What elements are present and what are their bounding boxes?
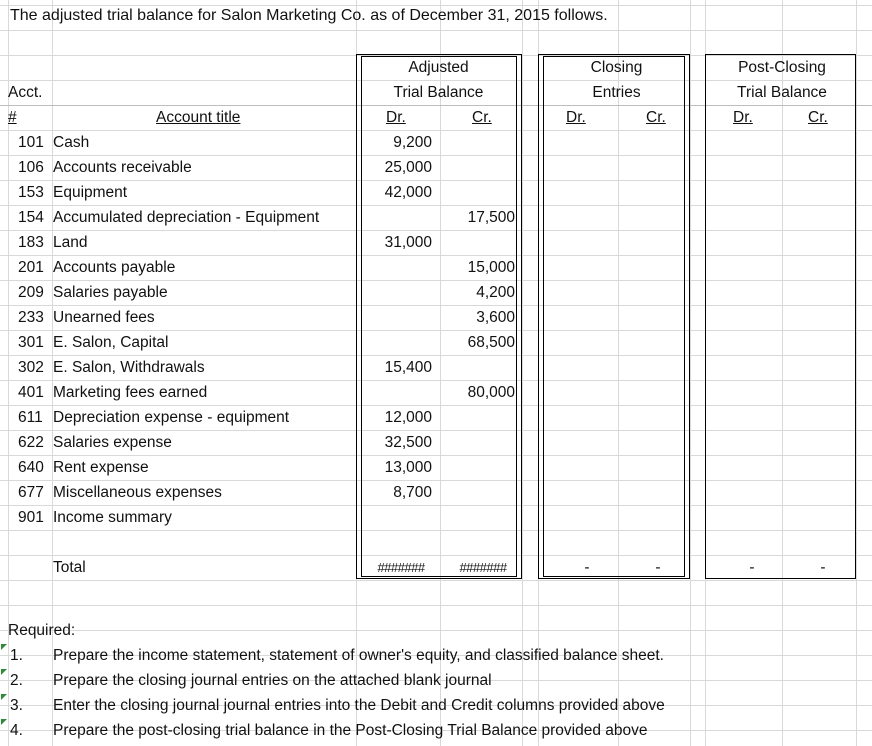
adjusted-dr-total[interactable]: ####### (377, 560, 425, 575)
error-indicator-icon (1, 694, 7, 700)
header-closing-line2[interactable]: Entries (592, 84, 641, 101)
account-number[interactable]: 401 (18, 384, 44, 401)
adjusted-dr-value[interactable]: 25,000 (384, 159, 432, 176)
adjusted-cr-value[interactable] (440, 455, 515, 480)
header-closing-dr[interactable]: Dr. (566, 109, 586, 126)
adjusted-dr-value[interactable]: 32,500 (384, 434, 432, 451)
required-item-number[interactable]: 1. (10, 647, 23, 664)
header-post-dr[interactable]: Dr. (733, 109, 753, 126)
account-title[interactable]: E. Salon, Capital (53, 334, 169, 351)
account-number[interactable]: 301 (18, 334, 44, 351)
closing-dr-total[interactable]: - (584, 559, 590, 576)
account-number[interactable]: 183 (18, 234, 44, 251)
header-adjusted-line2[interactable]: Trial Balance (393, 84, 484, 101)
adjusted-dr-value[interactable] (356, 280, 432, 305)
account-number[interactable]: 209 (18, 284, 44, 301)
account-number[interactable]: 302 (18, 359, 44, 376)
adjusted-dr-value[interactable] (356, 330, 432, 355)
header-closing-line1[interactable]: Closing (590, 59, 643, 76)
header-adjusted-cr[interactable]: Cr. (472, 109, 492, 126)
required-item-number[interactable]: 2. (10, 672, 23, 689)
account-title[interactable]: Rent expense (53, 459, 149, 476)
adjusted-cr-value[interactable] (440, 230, 515, 255)
adjusted-cr-value[interactable] (440, 505, 515, 530)
error-indicator-icon (1, 719, 7, 725)
adjusted-cr-value[interactable] (440, 130, 515, 155)
required-item-number[interactable]: 4. (10, 722, 23, 739)
account-title[interactable]: Accounts payable (53, 259, 176, 276)
header-post-closing-line1[interactable]: Post-Closing (738, 59, 826, 76)
account-number[interactable]: 154 (18, 209, 44, 226)
adjusted-cr-value[interactable]: 3,600 (476, 309, 515, 326)
account-title[interactable]: Depreciation expense - equipment (53, 409, 290, 426)
adjusted-cr-total[interactable]: ####### (459, 560, 507, 575)
error-indicator-icon (1, 669, 7, 675)
adjusted-cr-value[interactable] (440, 480, 515, 505)
header-acct-number[interactable]: # (8, 109, 17, 126)
closing-entries-outer-box (538, 54, 690, 579)
header-post-closing-line2[interactable]: Trial Balance (737, 84, 827, 101)
adjusted-dr-value[interactable]: 13,000 (384, 459, 432, 476)
account-title[interactable]: Income summary (53, 509, 172, 526)
adjusted-cr-value[interactable]: 15,000 (467, 259, 515, 276)
required-item-text[interactable]: Prepare the post-closing trial balance in the Post-Closing Trial Balance provided above (53, 722, 648, 739)
account-title[interactable]: Land (53, 234, 88, 251)
account-title[interactable]: Accounts receivable (53, 159, 192, 176)
account-number[interactable]: 622 (18, 434, 44, 451)
header-acct[interactable]: Acct. (8, 84, 43, 101)
adjusted-dr-value[interactable]: 8,700 (393, 484, 432, 501)
account-number[interactable]: 677 (18, 484, 44, 501)
header-closing-cr[interactable]: Cr. (646, 109, 666, 126)
adjusted-cr-value[interactable] (440, 355, 515, 380)
account-title[interactable]: Unearned fees (53, 309, 155, 326)
error-indicator-icon (1, 644, 7, 650)
account-number[interactable]: 101 (18, 134, 44, 151)
account-title[interactable]: Salaries expense (53, 434, 172, 451)
adjusted-dr-value[interactable] (356, 205, 432, 230)
account-number[interactable]: 201 (18, 259, 44, 276)
adjusted-dr-value[interactable]: 31,000 (384, 234, 432, 251)
account-number[interactable]: 611 (18, 409, 43, 426)
required-item-text[interactable]: Enter the closing journal journal entries into the Debit and Credit columns provided above (53, 697, 665, 714)
header-post-cr[interactable]: Cr. (808, 109, 828, 126)
adjusted-cr-value[interactable] (440, 405, 515, 430)
adjusted-dr-value[interactable] (356, 305, 432, 330)
adjusted-cr-value[interactable] (440, 430, 515, 455)
adjusted-dr-value[interactable] (356, 505, 432, 530)
account-number[interactable]: 233 (18, 309, 44, 326)
account-number[interactable]: 901 (18, 509, 44, 526)
adjusted-cr-value[interactable]: 4,200 (476, 284, 515, 301)
post-closing-trial-balance-box (705, 54, 856, 579)
total-label[interactable]: Total (53, 559, 86, 576)
required-item-text[interactable]: Prepare the income statement, statement of owner's equity, and classified balance sheet. (53, 647, 664, 664)
adjusted-dr-value[interactable]: 12,000 (384, 409, 432, 426)
sheet-title[interactable]: The adjusted trial balance for Salon Marketing Co. as of December 31, 2015 follows. (10, 7, 608, 24)
account-title[interactable]: Accumulated depreciation - Equipment (53, 209, 320, 226)
adjusted-dr-value[interactable]: 9,200 (393, 134, 432, 151)
account-title[interactable]: Cash (53, 134, 90, 151)
adjusted-dr-value[interactable]: 42,000 (384, 184, 432, 201)
required-item-number[interactable]: 3. (10, 697, 23, 714)
header-adjusted-dr[interactable]: Dr. (386, 109, 406, 126)
adjusted-cr-value[interactable] (440, 180, 515, 205)
account-number[interactable]: 153 (18, 184, 44, 201)
post-cr-total[interactable]: - (820, 559, 826, 576)
adjusted-cr-value[interactable] (440, 155, 515, 180)
required-heading[interactable]: Required: (8, 622, 76, 639)
account-number[interactable]: 106 (18, 159, 44, 176)
header-adjusted-line1[interactable]: Adjusted (408, 59, 469, 76)
account-title[interactable]: Marketing fees earned (53, 384, 208, 401)
header-account-title[interactable]: Account title (156, 109, 241, 126)
adjusted-dr-value[interactable] (356, 380, 432, 405)
required-item-text[interactable]: Prepare the closing journal entries on the attached blank journal (53, 672, 492, 689)
account-number[interactable]: 640 (18, 459, 44, 476)
adjusted-cr-value[interactable]: 68,500 (467, 334, 515, 351)
closing-entries-inner-box (543, 56, 685, 577)
adjusted-dr-value[interactable]: 15,400 (384, 359, 432, 376)
adjusted-cr-value[interactable]: 80,000 (467, 384, 515, 401)
adjusted-dr-value[interactable] (356, 255, 432, 280)
closing-cr-total[interactable]: - (655, 559, 661, 576)
post-dr-total[interactable]: - (749, 559, 755, 576)
adjusted-cr-value[interactable]: 17,500 (467, 209, 515, 226)
account-title[interactable]: Equipment (53, 184, 128, 201)
account-title[interactable]: Miscellaneous expenses (53, 484, 222, 501)
account-title[interactable]: E. Salon, Withdrawals (53, 359, 205, 376)
account-title[interactable]: Salaries payable (53, 284, 168, 301)
